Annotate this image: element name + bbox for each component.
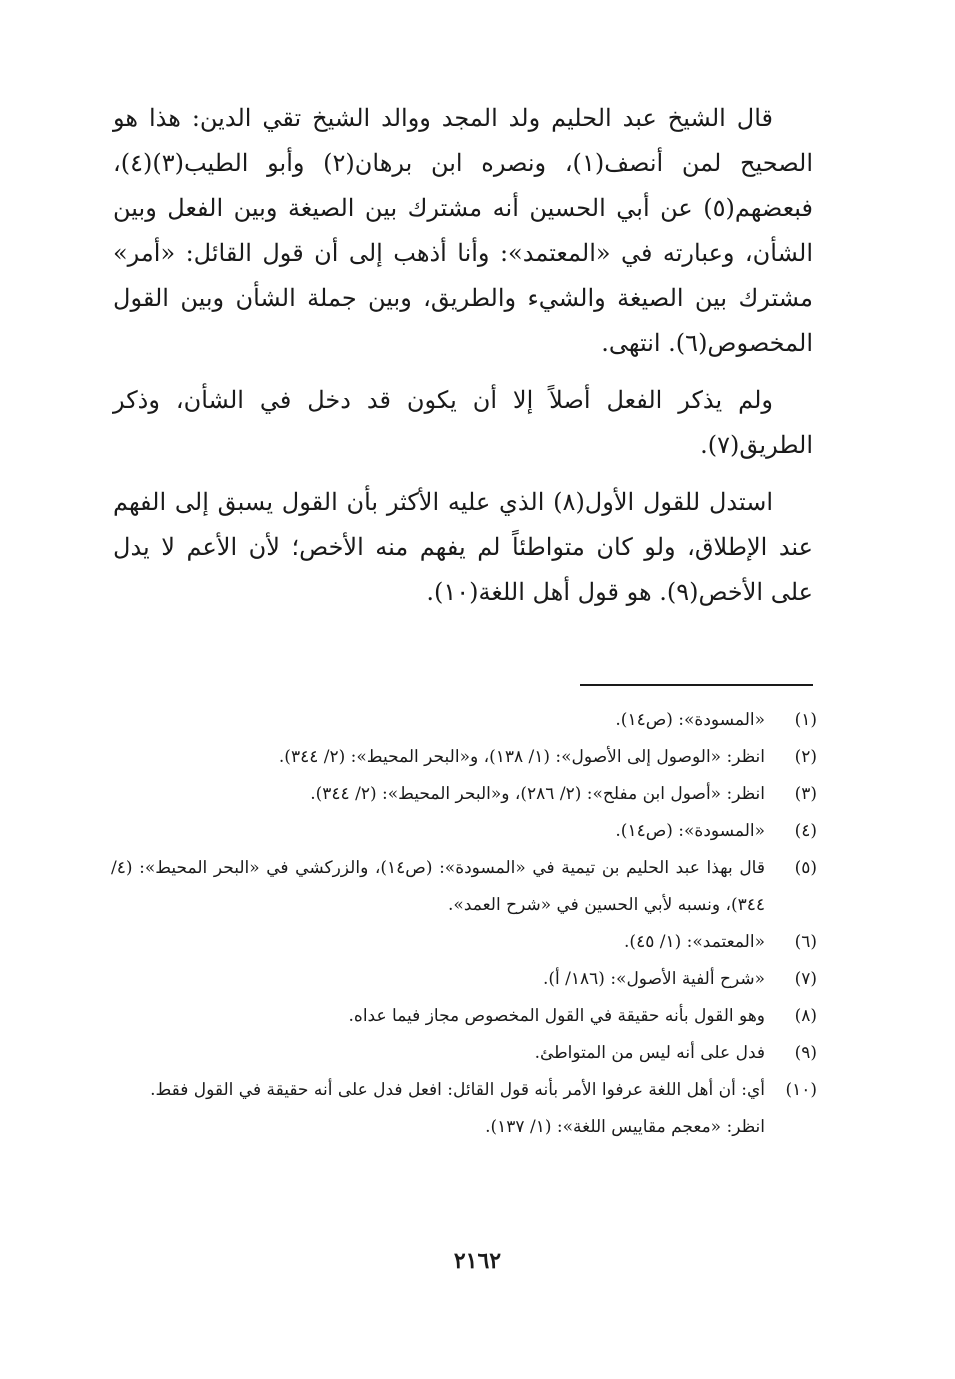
footnote-item: [111, 739, 817, 776]
footnote-number: (٦): [794, 932, 817, 952]
footnote-number: (١): [794, 710, 817, 730]
footnote-item: [111, 850, 817, 924]
footnote-text: وهو القول بأنه حقيقة في القول المخصوص مجاز فيما عداه.: [348, 1006, 765, 1026]
footnote-text: «شرح ألفية الأصول»: (١٨٦/ أ).: [542, 969, 765, 989]
footnote-text: «المعتمد»: (١/ ٤٥).: [624, 932, 765, 952]
footnote-number: (٥): [794, 858, 817, 878]
footnote-separator: [580, 684, 813, 686]
footnote-reference: انظر: «معجم مقاييس اللغة»: (١/ ١٣٧).: [485, 1117, 765, 1137]
footnote-item: [111, 813, 817, 850]
footnote-number: (٢): [794, 747, 817, 767]
paragraph-2: ولم يذكر الفعل أصلاً إلا أن يكون قد دخل في الشأن، وذكر الطريق(٧).: [113, 386, 813, 459]
footnote-number: (١٠): [785, 1080, 817, 1100]
footnote-text: فدل على أنه ليس من المتواطئ.: [534, 1043, 765, 1063]
footnote-text: انظر: «الوصول إلى الأصول»: (١/ ١٣٨)، و«البحر المحيط»: (٢/ ٣٤٤).: [278, 747, 765, 767]
footnote-text: أي: أن أهل اللغة عرفوا الأمر بأنه قول القائل: افعل فدل على أنه حقيقة في القول فقط.: [150, 1080, 765, 1100]
footnote-item: [111, 702, 817, 739]
footnote-item: [111, 1072, 817, 1146]
paragraph-1: قال الشيخ عبد الحليم ولد المجد ووالد الشيخ تقي الدين: هذا هو الصحيح لمن أنصف(١)، ونصره ابن برهان(٢) وأبو الطيب(٣)(٤)، فبعضهم(٥) عن أبي الحسين أنه مشترك بين الصيغة وبين الفعل وبين الشأن، وعبارته في «المعتمد»: وأنا أذهب إلى أن قول القائل: «أمر» مشترك بين الصيغة والشيء والطريق، وبين جملة الشأن وبين القول المخصوص(٦). انتهى.: [113, 104, 814, 357]
footnote-number: (٣): [794, 784, 817, 804]
paragraph-3: استدل للقول الأول(٨) الذي عليه الأكثر بأن القول يسبق إلى الفهم عند الإطلاق، ولو كان متواطئاً لم يفهم منه الأخص؛ لأن الأعم لا يدل على الأخص(٩). هو قول أهل اللغة(١٠).: [113, 488, 813, 606]
page-number: ٢١٦٢: [453, 1248, 502, 1274]
footnote-text: انظر: «أصول ابن مفلح»: (٢/ ٢٨٦)، و«البحر المحيط»: (٢/ ٣٤٤).: [310, 784, 765, 804]
footnote-number: (٤): [794, 821, 817, 841]
footnote-number: (٧): [794, 969, 817, 989]
footnote-item: [111, 776, 817, 813]
footnote-text: «المسودة»: (ص١٤).: [615, 821, 765, 841]
footnote-item: [111, 961, 817, 998]
footnote-item: [111, 1035, 817, 1072]
footnote-item: [111, 998, 817, 1035]
footnote-text: قال بهذا عبد الحليم بن تيمية في «المسودة»: (ص١٤)، والزركشي في «البحر المحيط»: (٤/ ٣٤٤)، ونسبه لأبي الحسين في «شرح العمد».: [111, 858, 765, 915]
main-text: [113, 96, 813, 627]
footnote-number: (٨): [794, 1006, 817, 1026]
footnotes-list: [111, 702, 817, 1146]
footnote-text: «المسودة»: (ص١٤).: [615, 710, 765, 730]
footnote-item: [111, 924, 817, 961]
footnote-number: (٩): [794, 1043, 817, 1063]
